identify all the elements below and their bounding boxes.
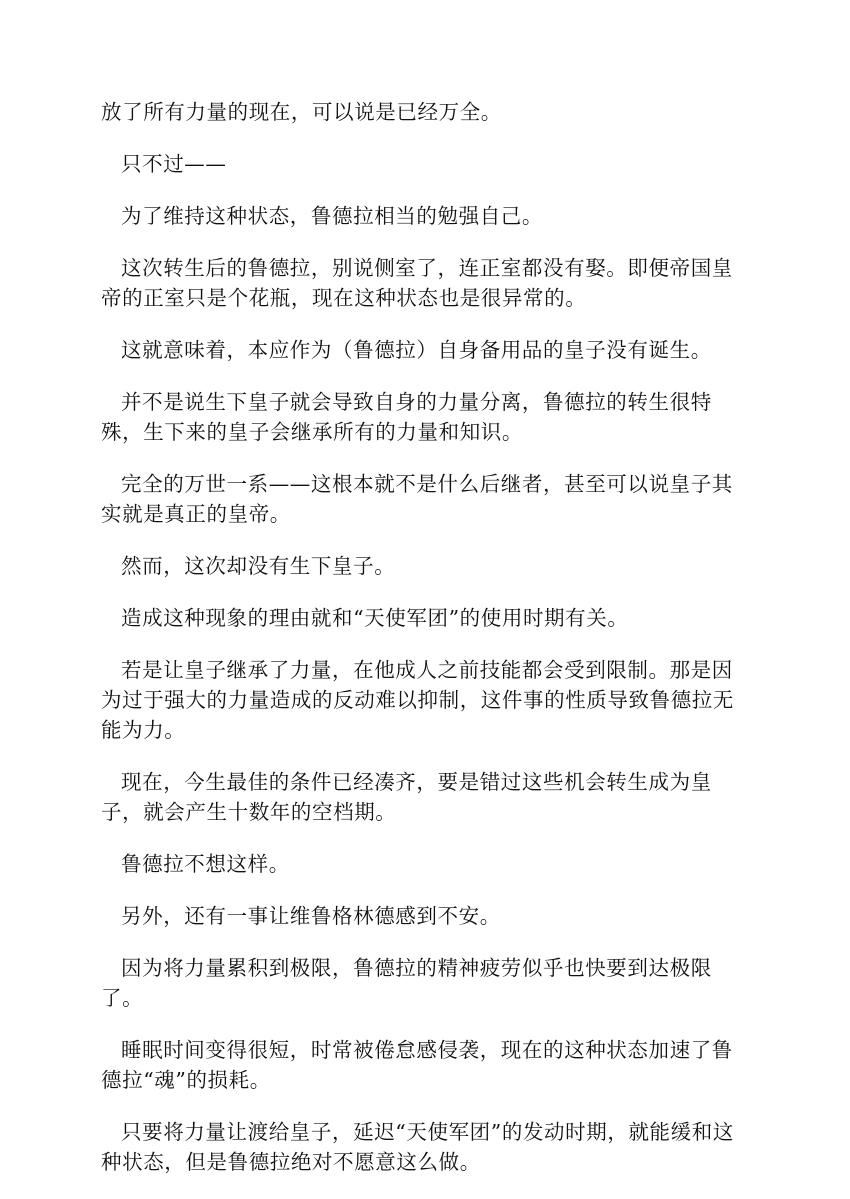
paragraph-16: 只要将力量让渡给皇子，延迟“天使军团”的发动时期，就能缓和这种状态，但是鲁德拉绝对不愿意这么做。 [101, 1120, 734, 1174]
paragraph-14: 因为将力量累积到极限，鲁德拉的精神疲劳似乎也快要到达极限了。 [101, 956, 712, 1010]
paragraph-2: 只不过—— [121, 152, 227, 176]
paragraph-10: 若是让皇子继承了力量，在他成人之前技能都会受到限制。那是因为过于强大的力量造成的反动难以抑制，这件事的性质导致鲁德拉无能为力。 [101, 658, 734, 742]
paragraph-4: 这次转生后的鲁德拉，别说侧室了，连正室都没有娶。即便帝国皇帝的正室只是个花瓶，现在这种状态也是很异常的。 [101, 256, 733, 310]
paragraph-5: 这就意味着，本应作为（鲁德拉）自身备用品的皇子没有诞生。 [121, 338, 712, 362]
paragraph-13: 另外，还有一事让维鲁格林德感到不安。 [121, 904, 501, 928]
paragraph-1: 放了所有力量的现在，可以说是已经万全。 [101, 100, 502, 124]
document-page [101, 97, 751, 1199]
paragraph-9: 造成这种现象的理由就和“天使军团”的使用时期有关。 [121, 606, 629, 630]
paragraph-8: 然而，这次却没有生下皇子。 [121, 554, 396, 578]
paragraph-11: 现在，今生最佳的条件已经凑齐，要是错过这些机会转生成为皇子，就会产生十数年的空档期。 [101, 770, 712, 824]
paragraph-15: 睡眠时间变得很短，时常被倦怠感侵袭，现在的这种状态加速了鲁德拉“魂”的损耗。 [101, 1038, 733, 1092]
paragraph-7: 完全的万世一系——这根本就不是什么后继者，甚至可以说皇子其实就是真正的皇帝。 [101, 472, 733, 526]
paragraph-3: 为了维持这种状态，鲁德拉相当的勉强自己。 [121, 204, 543, 228]
paragraph-6: 并不是说生下皇子就会导致自身的力量分离，鲁德拉的转生很特殊，生下来的皇子会继承所有的力量和知识。 [101, 390, 712, 444]
paragraph-12: 鲁德拉不想这样。 [121, 852, 290, 876]
